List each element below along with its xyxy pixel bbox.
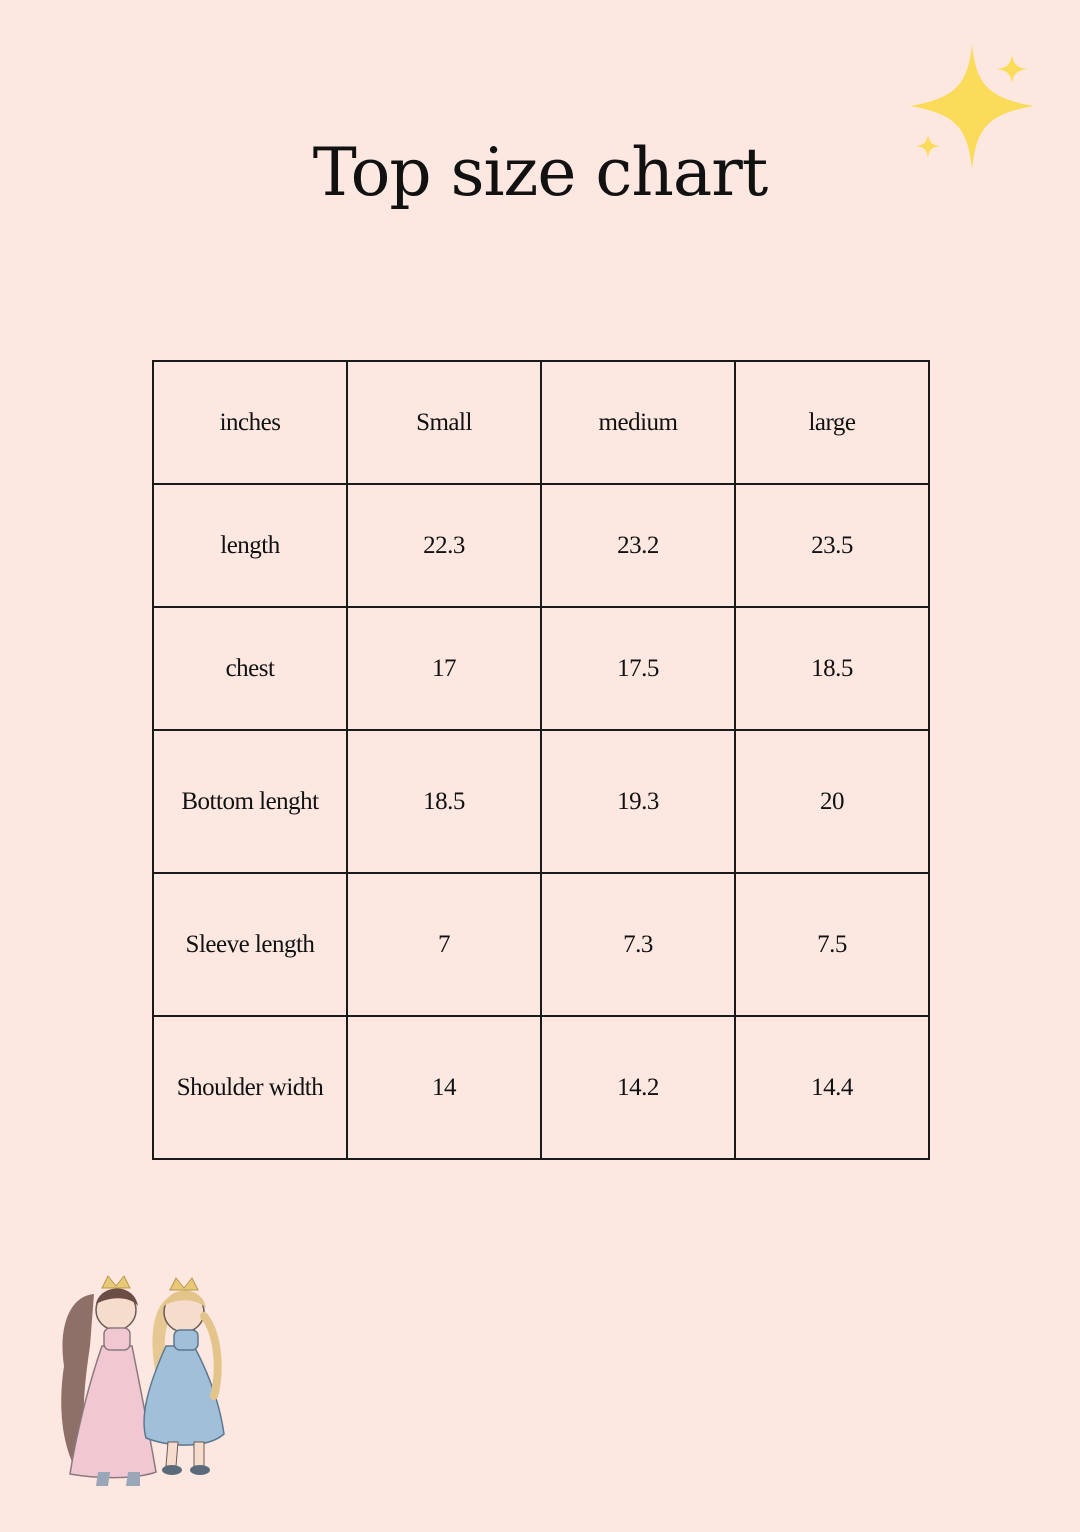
table-row [153,607,929,730]
table-cell: 17 [347,607,541,730]
princess-illustration [44,1266,244,1496]
table-cell: 18.5 [347,730,541,873]
header-cell: medium [541,361,735,484]
table-cell: 22.3 [347,484,541,607]
table-cell: 18.5 [735,607,929,730]
table-cell: 14.2 [541,1016,735,1159]
table-cell: 7 [347,873,541,1016]
table-cell: 19.3 [541,730,735,873]
table-cell: 7.3 [541,873,735,1016]
table-row [153,1016,929,1159]
page-title: Top size chart [312,134,768,211]
row-label: chest [153,607,347,730]
table-cell: 14.4 [735,1016,929,1159]
row-label: Bottom lenght [153,730,347,873]
table-row [153,484,929,607]
row-label: length [153,484,347,607]
size-table [152,360,930,1160]
table-cell: 23.2 [541,484,735,607]
table-row [153,873,929,1016]
row-label: Sleeve length [153,873,347,1016]
table-cell: 20 [735,730,929,873]
table-cell: 7.5 [735,873,929,1016]
table-cell: 14 [347,1016,541,1159]
table-row [153,730,929,873]
table-cell: 17.5 [541,607,735,730]
sparkle-icon [900,40,1040,180]
table-cell: 23.5 [735,484,929,607]
header-cell: Small [347,361,541,484]
header-cell: large [735,361,929,484]
header-cell: inches [153,361,347,484]
row-label: Shoulder width [153,1016,347,1159]
table-header-row [153,361,929,484]
